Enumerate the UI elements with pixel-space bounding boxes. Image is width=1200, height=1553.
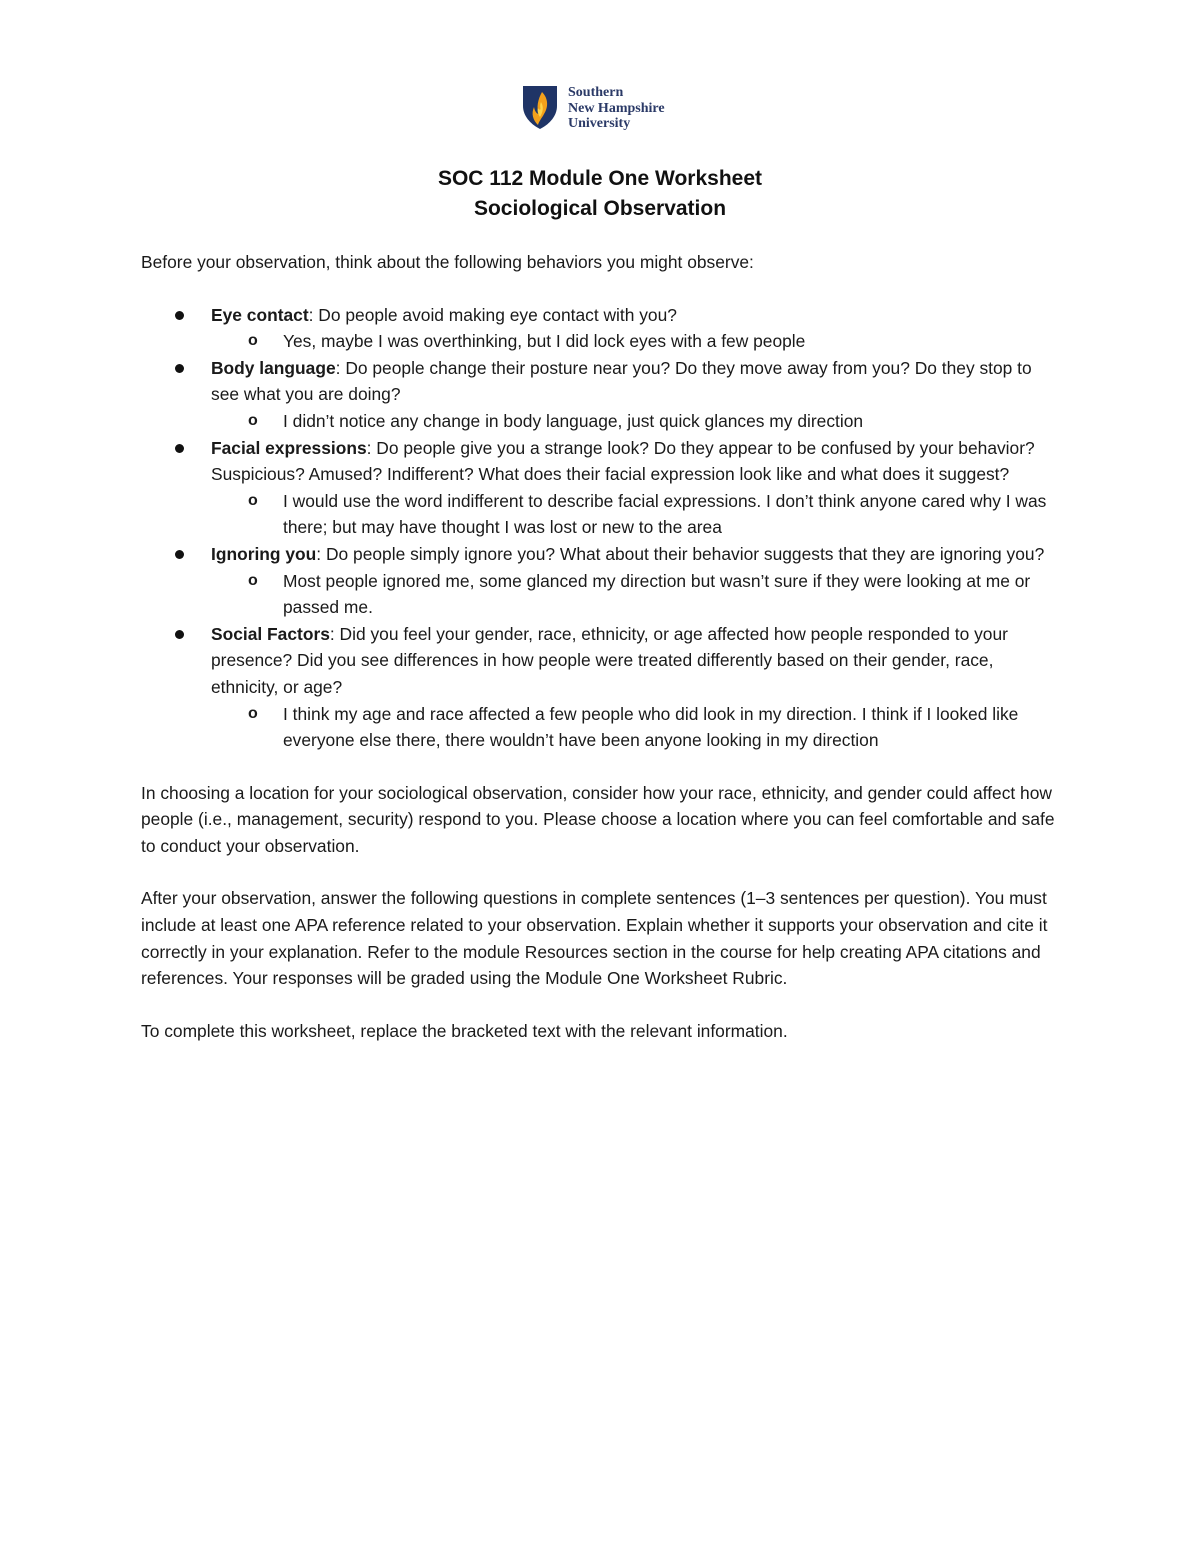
list-item-social-factors [141,621,1061,754]
answer-text: Most people ignored me, some glanced my direction but wasn’t sure if they were looking at me or passed me. [283,570,1031,618]
document-body [141,249,1061,1044]
answer-list [211,488,1061,541]
logo-line-3: University [568,116,631,131]
sub-bullet-icon: o [248,411,258,429]
sub-bullet-icon: o [248,491,258,509]
behavior-question: : Do people give you a strange look? Do they appear to be confused by your behavior? Suspicious? Amused? Indifferent? What does their facial expression look like and what does it suggest? [211,437,1035,485]
bullet-icon [175,364,184,373]
behavior-list [141,302,1061,754]
answer-text: Yes, maybe I was overthinking, but I did lock eyes with a few people [283,331,806,352]
logo-wordmark [568,85,665,132]
answer-list [211,568,1061,621]
answer-text: I didn’t notice any change in body language, just quick glances my direction [283,410,864,431]
logo-line-1: Southern [568,85,624,100]
flame-shield-icon [521,84,559,130]
behavior-question: : Do people avoid making eye contact with you? [308,304,677,325]
behavior-term: Social Factors [211,623,330,644]
behavior-question: : Did you feel your gender, race, ethnicity, or age affected how people responded to your presence? Did you see differences in how people were treated differently based on their gender, race, ethnicity, or age? [211,623,1008,697]
answer-list [211,701,1061,754]
behavior-term: Facial expressions [211,437,367,458]
location-paragraph: In choosing a location for your sociological observation, consider how your race, ethnicity, and gender could affect how people (i.e., management, security) respond to you. Please choose a location where you can feel comfortable and safe to conduct your observation. [141,782,1055,856]
sub-bullet-icon: o [248,332,258,350]
bullet-icon [175,311,184,320]
after-observation-paragraph: After your observation, answer the following questions in complete sentences (1–3 sentences per question). You must include at least one APA reference related to your observation. Explain whether it supports your observation and cite it correctly in your explanation. Refer to the module Resources section in the course for help creating APA citations and references. Your responses will be graded using the Module One Worksheet Rubric. [141,888,1048,989]
answer-list [211,408,1061,435]
logo-line-2: New Hampshire [568,100,665,116]
behavior-question: : Do people simply ignore you? What about their behavior suggests that they are ignoring you? [316,543,1045,564]
sub-bullet-icon: o [248,704,258,722]
behavior-question: : Do people change their posture near you? Do they move away from you? Do they stop to see what you are doing? [211,357,1032,405]
list-item-eye-contact [141,302,1061,355]
answer-text: I would use the word indifferent to describe facial expressions. I don’t think anyone cared why I was there; but may have thought I was lost or new to the area [283,490,1047,538]
answer-item [211,328,1061,355]
bullet-icon [175,630,184,639]
list-item-facial-expressions [141,435,1061,541]
answer-item [211,408,1061,435]
document-title-block [0,164,1200,224]
answer-item [211,488,1061,541]
answer-text: I think my age and race affected a few people who did look in my direction. I think if I looked like everyone else there, there wouldn’t have been anyone looking in my direction [283,703,1019,751]
behavior-term: Body language [211,357,336,378]
completion-instruction: To complete this worksheet, replace the bracketed text with the relevant information. [141,1020,788,1041]
answer-list [211,328,1061,355]
list-item-body-language [141,355,1061,435]
answer-item [211,568,1061,621]
sub-bullet-icon: o [248,571,258,589]
document-subtitle: Sociological Observation [473,197,727,220]
answer-item [211,701,1061,754]
university-logo [521,84,665,132]
bullet-icon [175,550,184,559]
behavior-term: Eye contact [211,304,309,325]
list-item-ignoring-you [141,541,1061,621]
document-title: SOC 112 Module One Worksheet [437,167,763,190]
intro-paragraph: Before your observation, think about the following behaviors you might observe: [141,252,754,272]
bullet-icon [175,444,184,453]
behavior-term: Ignoring you [211,543,317,564]
